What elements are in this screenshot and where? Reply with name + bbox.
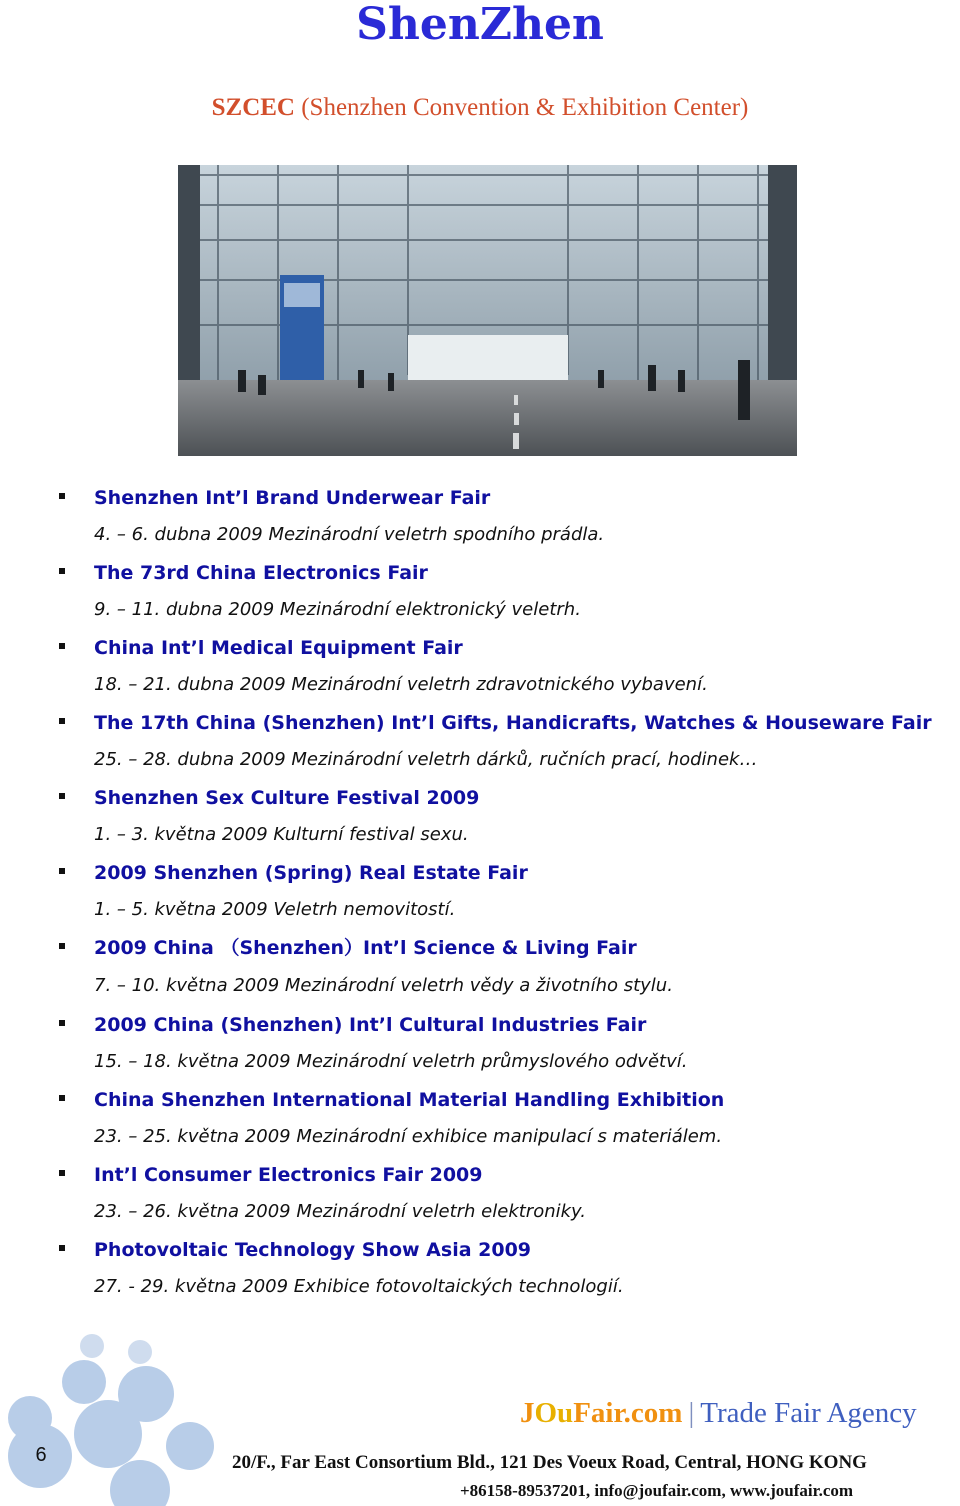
fair-name: Int’l Consumer Electronics Fair 2009: [94, 1164, 483, 1186]
fair-name: 2009 China （Shenzhen）Int’l Science & Living Fair: [94, 937, 637, 959]
bullet-icon: [59, 1020, 65, 1026]
brand-separator: |: [688, 1397, 695, 1429]
fair-date: 23. – 25. května 2009 Mezinárodní exhibice manipulací s materiálem.: [94, 1126, 723, 1147]
bullet-icon: [59, 1245, 65, 1251]
fair-date: 1. – 3. května 2009 Kulturní festival sexu.: [94, 824, 469, 845]
company-contact: +86158-89537201, info@joufair.com, www.joufair.com: [460, 1481, 854, 1500]
fair-name: 2009 China (Shenzhen) Int’l Cultural Industries Fair: [94, 1014, 647, 1036]
bullet-icon: [59, 493, 65, 499]
agency-name: Trade Fair Agency: [700, 1397, 917, 1429]
fair-date: 1. – 5. května 2009 Veletrh nemovitostí.: [94, 899, 456, 920]
bullet-icon: [59, 793, 65, 799]
fair-date: 23. – 26. května 2009 Mezinárodní veletrh elektroniky.: [94, 1201, 587, 1222]
fair-date: 27. - 29. května 2009 Exhibice fotovoltaických technologií.: [94, 1276, 624, 1297]
brand-line: [520, 1396, 917, 1430]
fair-name: China Int’l Medical Equipment Fair: [94, 637, 463, 659]
fair-name: Shenzhen Int’l Brand Underwear Fair: [94, 487, 491, 509]
fair-date: 9. – 11. dubna 2009 Mezinárodní elektronický veletrh.: [94, 599, 581, 620]
fair-name: 2009 Shenzhen (Spring) Real Estate Fair: [94, 862, 528, 884]
bullet-icon: [59, 718, 65, 724]
fair-name: The 17th China (Shenzhen) Int’l Gifts, Handicrafts, Watches & Houseware Fair: [94, 712, 932, 734]
exhibition-center-photo: [178, 165, 797, 456]
page-title: ShenZhen: [356, 0, 604, 50]
venue-full-name: (Shenzhen Convention & Exhibition Center): [294, 94, 749, 121]
fair-date: 7. – 10. května 2009 Mezinárodní veletrh vědy a životního stylu.: [94, 975, 673, 996]
brand-logo: JOuFair.com: [520, 1397, 683, 1429]
page-number: 6: [35, 1444, 47, 1466]
venue-subtitle: [0, 92, 960, 124]
fair-name: China Shenzhen International Material Handling Exhibition: [94, 1089, 725, 1111]
venue-abbreviation: SZCEC: [211, 94, 295, 121]
bullet-icon: [59, 1095, 65, 1101]
company-address: 20/F., Far East Consortium Bld., 121 Des Voeux Road, Central, HONG KONG: [232, 1452, 867, 1473]
fair-name: The 73rd China Electronics Fair: [94, 562, 428, 584]
bullet-icon: [59, 1170, 65, 1176]
bullet-icon: [59, 568, 65, 574]
fair-name: Shenzhen Sex Culture Festival 2009: [94, 787, 480, 809]
bullet-icon: [59, 643, 65, 649]
fair-date: 4. – 6. dubna 2009 Mezinárodní veletrh spodního prádla.: [94, 524, 605, 545]
fair-name: Photovoltaic Technology Show Asia 2009: [94, 1239, 532, 1261]
exhibition-center-photo-illustration: [178, 165, 797, 456]
bullet-icon: [59, 868, 65, 874]
fair-date: 25. – 28. dubna 2009 Mezinárodní veletrh dárků, ručních prací, hodinek…: [94, 749, 758, 770]
decorative-circles: [0, 1330, 220, 1506]
bullet-icon: [59, 943, 65, 949]
fair-date: 18. – 21. dubna 2009 Mezinárodní veletrh zdravotnického vybavení.: [94, 674, 708, 695]
fair-date: 15. – 18. května 2009 Mezinárodní veletrh průmyslového odvětví.: [94, 1051, 688, 1072]
